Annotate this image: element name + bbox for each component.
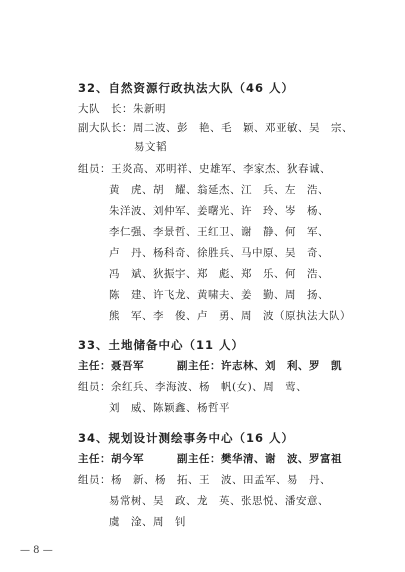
- section-32-deputies: 副大队长：周二波、彭 艳、毛 颖、邓亚敏、吴 宗、: [78, 122, 353, 134]
- section-32-members-line-1: 组员：王炎高、邓明祥、史雄军、李家杰、狄春诚、: [78, 163, 331, 175]
- section-34-title: 34、规划设计测绘事务中心（16 人）: [78, 431, 295, 445]
- section-34-members-line-2: 易常树、吴 政、龙 英、张思悦、潘安意、: [109, 495, 329, 507]
- section-32-members-line-4: 李仁强、李景哲、王红卫、谢 静、何 军、: [109, 226, 329, 238]
- section-32-title: 32、自然资源行政执法大队（46 人）: [78, 81, 295, 95]
- section-33-members-line-1: 组员：余红兵、李海波、杨 帆(女)、周 莺、: [78, 381, 308, 393]
- section-33-leaders: 主任：聂吾军 副主任：许志林、刘 利、罗 凯: [78, 360, 342, 372]
- section-32-members-line-2: 黄 虎、胡 耀、翁延杰、江 兵、左 浩、: [109, 184, 329, 196]
- section-32-leader: 大队 长：朱新明: [78, 103, 166, 115]
- section-33-title: 33、土地储备中心（11 人）: [78, 338, 245, 352]
- section-34-members-line-3: 虞 淦、周 钊: [109, 516, 186, 528]
- section-32-members-line-6: 冯 斌、狄振宇、郑 彪、郑 乐、何 浩、: [109, 268, 329, 280]
- page-number: — 8 —: [20, 545, 53, 556]
- section-32-members-line-8: 熊 军、李 俊、卢 勇、周 波（原执法大队）: [109, 310, 351, 322]
- section-32-deputies-cont: 易文韬: [134, 141, 167, 153]
- section-34-leaders: 主任：胡今军 副主任：樊华清、谢 波、罗富祖: [78, 453, 342, 465]
- section-32-members-line-3: 朱洋波、刘仲军、姜曙光、许 玲、岑 杨、: [109, 205, 329, 217]
- section-33-members-line-2: 刘 威、陈颖鑫、杨哲平: [109, 402, 230, 414]
- section-34-members-line-1: 组员：杨 新、杨 拓、王 波、田孟军、易 丹、: [78, 474, 331, 486]
- section-32-members-line-7: 陈 建、许飞龙、黄啸夫、姜 勤、周 扬、: [109, 289, 329, 301]
- section-32-members-line-5: 卢 丹、杨科奇、徐胜兵、马中原、吴 奇、: [109, 247, 329, 259]
